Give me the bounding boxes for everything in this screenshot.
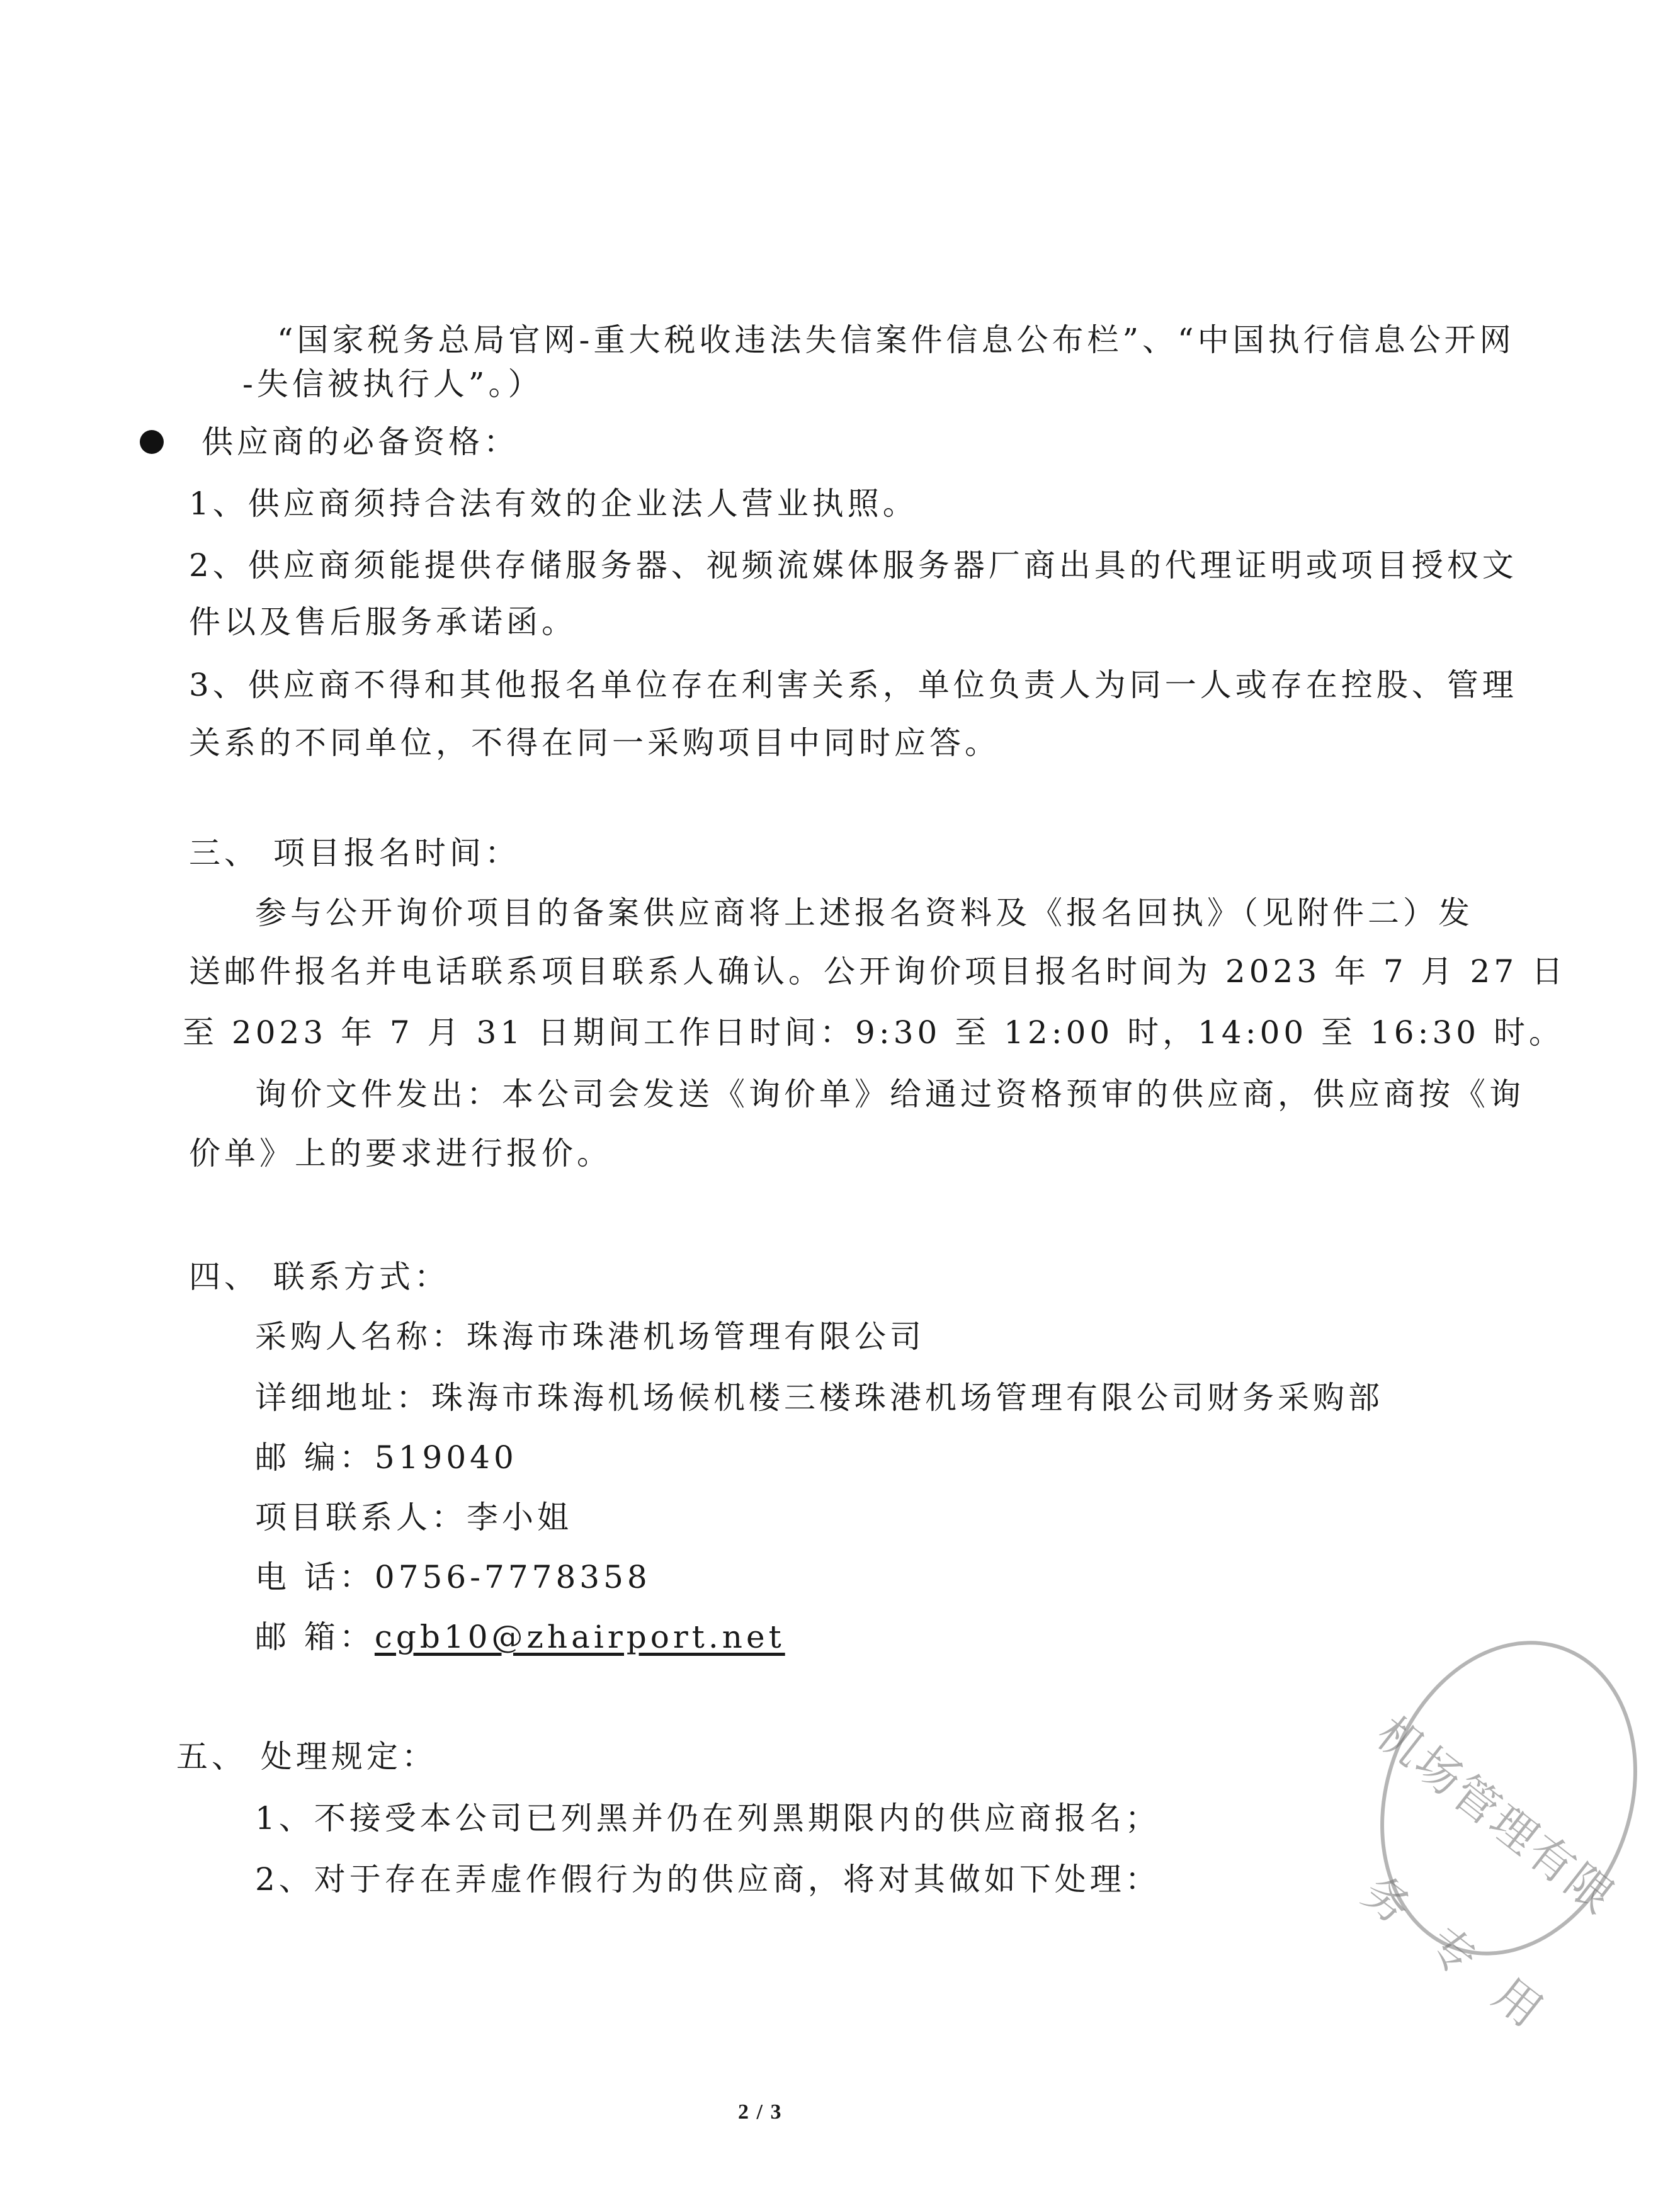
text-line: 参与公开询价项目的备案供应商将上述报名资料及《报名回执》（见附件二）发 — [255, 895, 1473, 931]
seal-text: 机场管理有限 — [1366, 1706, 1626, 1925]
postcode-line — [255, 1439, 518, 1476]
text-line: 1、不接受本公司已列黑并仍在列黑期限内的供应商报名； — [255, 1800, 1161, 1837]
text-line: 2、供应商须能提供存储服务器、视频流媒体服务器厂商出具的代理证明或项目授权文 — [189, 547, 1518, 584]
postcode-value: 519040 — [374, 1439, 518, 1476]
text-line: 2、对于存在弄虚作假行为的供应商，将对其做如下处理： — [255, 1861, 1161, 1898]
email-label: 邮 箱： — [255, 1619, 375, 1655]
section-heading: 五、 处理规定： — [176, 1738, 437, 1775]
page-number: 2 / 3 — [738, 2100, 783, 2124]
text-line: 1、供应商须持合法有效的企业法人营业执照。 — [189, 485, 918, 522]
text-line: 关系的不同单位，不得在同一采购项目中同时应答。 — [189, 725, 1000, 761]
text-line: 3、供应商不得和其他报名单位存在利害关系，单位负责人为同一人或存在控股、管理 — [189, 667, 1518, 703]
section-heading: 供应商的必备资格： — [201, 424, 519, 460]
text-line: 至 2023 年 7 月 31 日期间工作日时间：9:30 至 12:00 时，14:00 至 16:30 时。 — [183, 1014, 1564, 1051]
section-heading: 四、 联系方式： — [189, 1259, 450, 1295]
email-line — [255, 1618, 785, 1656]
phone-label: 电 话： — [255, 1559, 375, 1595]
bullet-icon — [140, 430, 164, 454]
section-heading: 三、 项目报名时间： — [189, 835, 520, 871]
text-line: 送邮件报名并电话联系项目联系人确认。公开询价项目报名时间为 2023 年 7 月 27 日 — [189, 953, 1567, 990]
phone-line — [255, 1558, 651, 1596]
email-link[interactable]: cgb10@zhairport.net — [374, 1619, 785, 1655]
text-line: 件以及售后服务承诺函。 — [189, 604, 577, 640]
text-line: 详细地址：珠海市珠海机场候机楼三楼珠港机场管理有限公司财务采购部 — [255, 1379, 1383, 1416]
text-line: 价单》上的要求进行报价。 — [189, 1135, 612, 1172]
text-line: 询价文件发出：本公司会发送《询价单》给通过资格预审的供应商，供应商按《询 — [255, 1076, 1524, 1112]
text-line: 采购人名称：珠海市珠港机场管理有限公司 — [255, 1318, 925, 1355]
text-line: -失信被执行人”。） — [242, 366, 543, 402]
text-line: “国家税务总局官网-重大税收违法失信案件信息公布栏”、“中国执行信息公开网 — [277, 322, 1515, 358]
seal-text: 务专用 — [1353, 1865, 1582, 2061]
text-line: 项目联系人：李小姐 — [255, 1499, 572, 1536]
phone-value: 0756-7778358 — [374, 1559, 651, 1595]
postcode-label: 邮 编： — [255, 1439, 375, 1476]
